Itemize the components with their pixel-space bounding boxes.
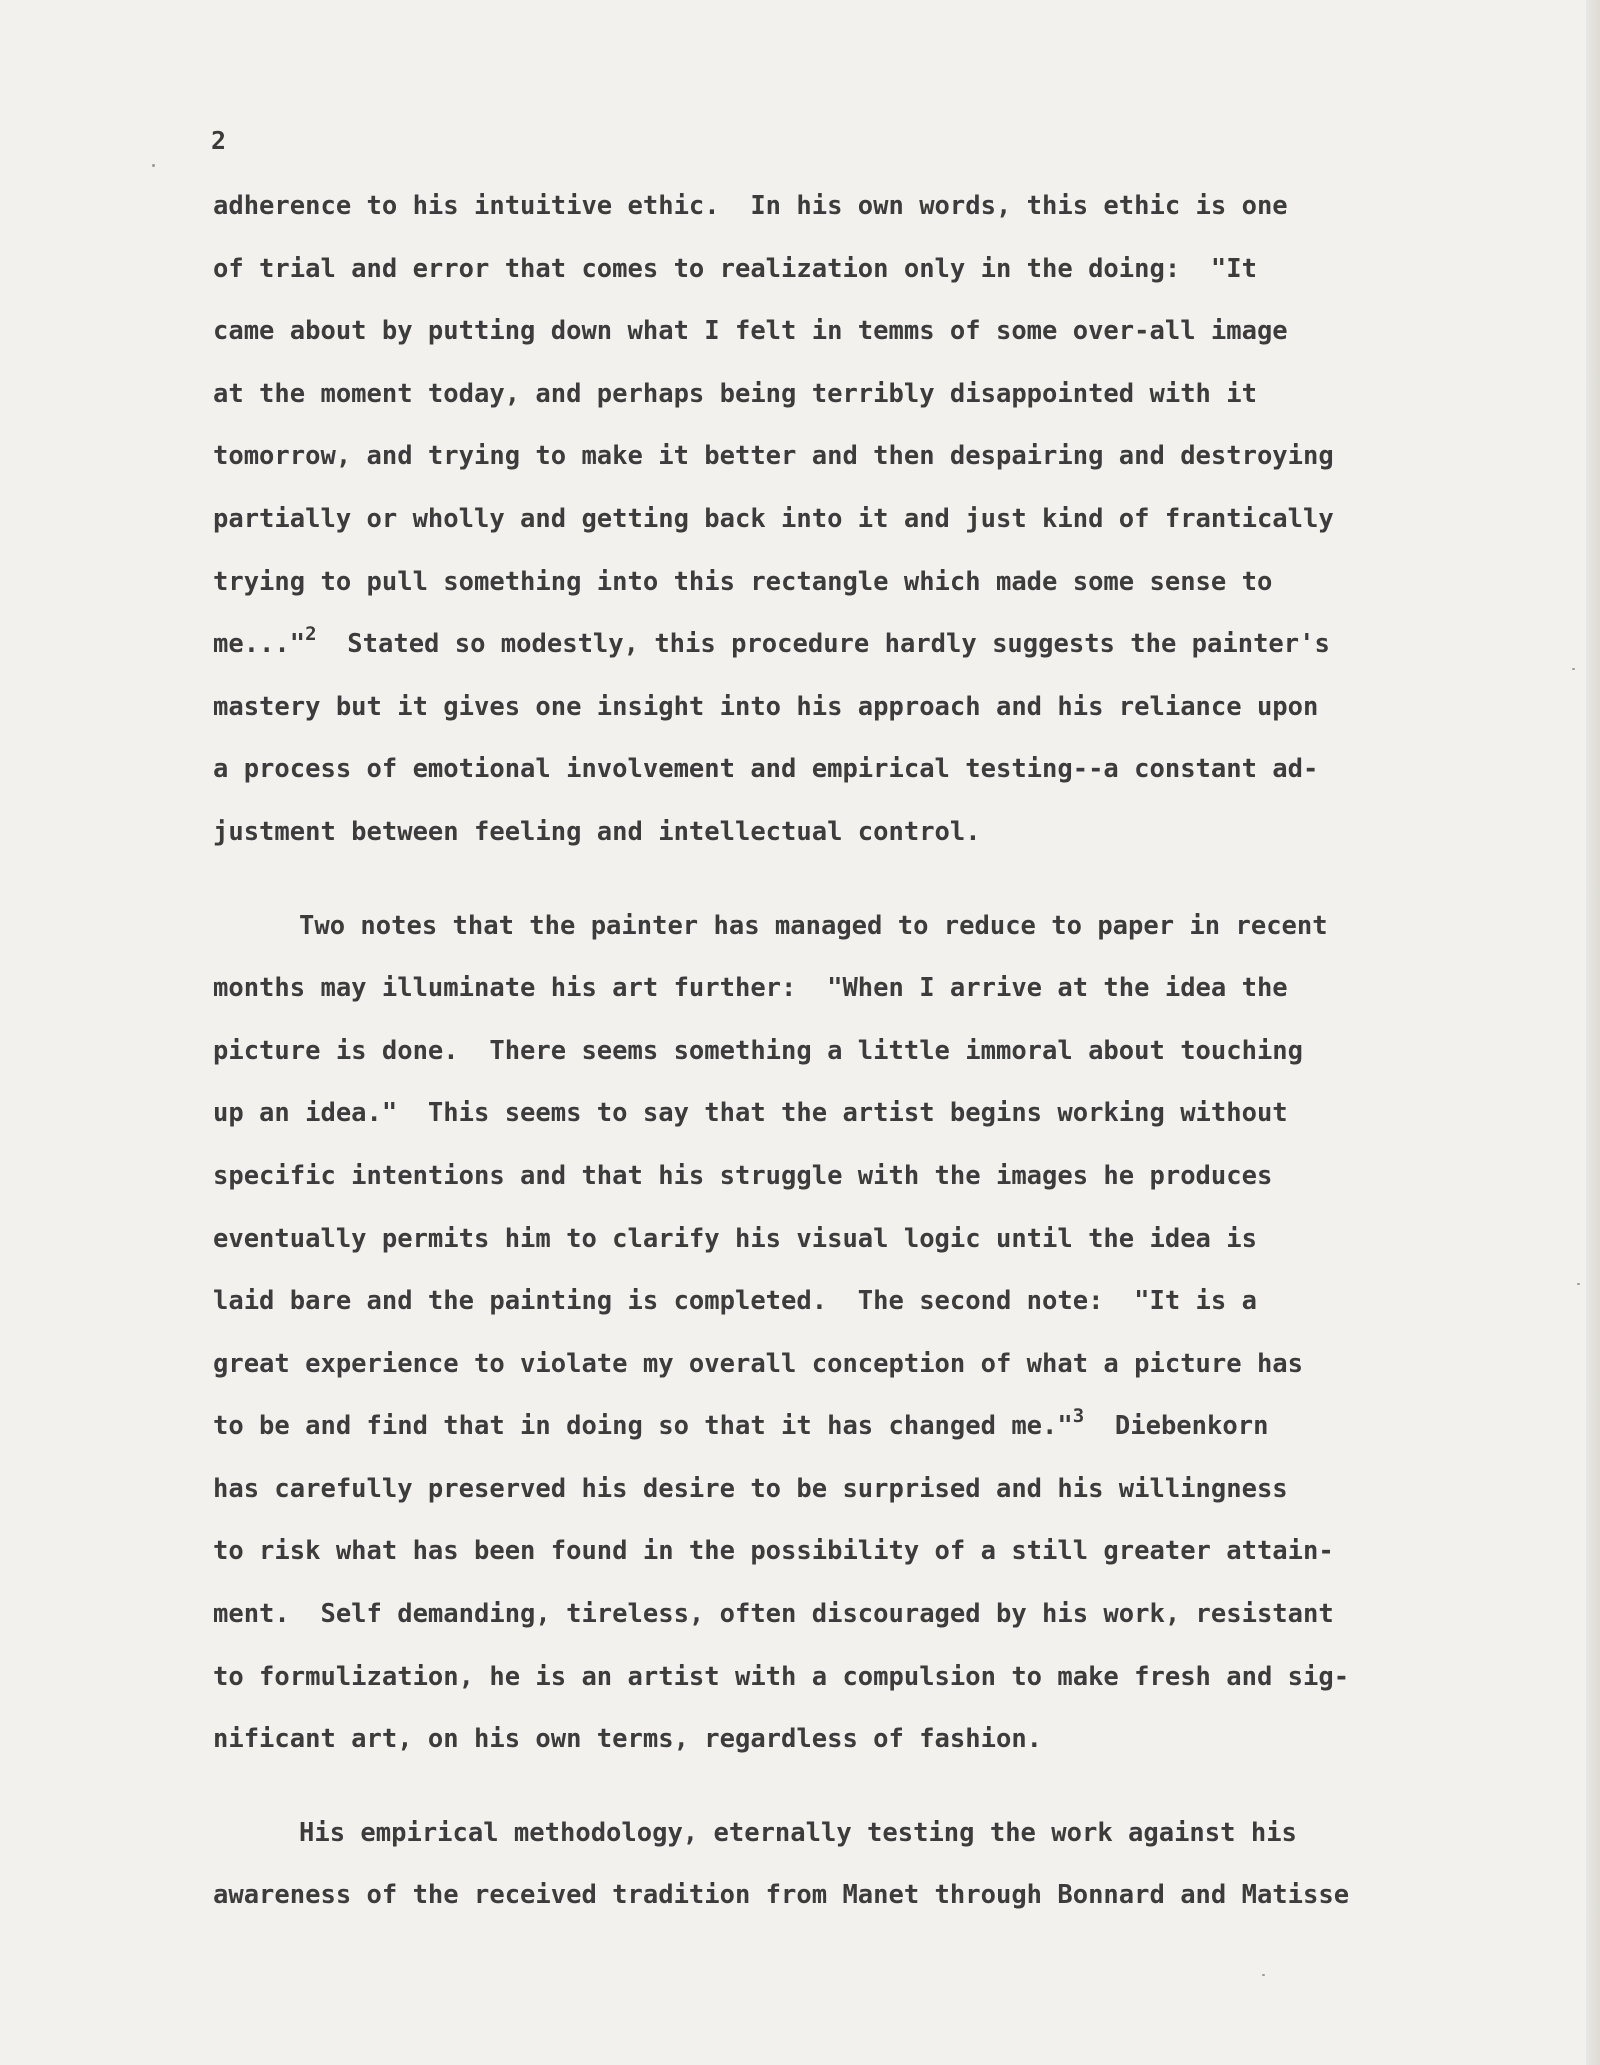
text-line	[213, 425, 1503, 488]
text-line	[213, 175, 1503, 238]
line-text: adherence to his intuitive ethic. In his own words, this ethic is one	[213, 191, 1288, 221]
page-number: 2	[211, 126, 227, 155]
line-text: mastery but it gives one insight into his approach and his reliance upon	[213, 691, 1319, 722]
line-text: months may illuminate his art further: "When I arrive at the idea the	[213, 973, 1288, 1004]
paragraph	[213, 1802, 1503, 1927]
line-text: came about by putting down what I felt in temms of some over-all image	[213, 316, 1288, 347]
line-text: me..."	[213, 629, 306, 660]
text-line	[213, 957, 1503, 1020]
text-line	[213, 613, 1503, 676]
footnote-marker: 3	[1072, 1405, 1085, 1428]
line-text: ment. Self demanding, tireless, often discouraged by his work, resistant	[213, 1599, 1334, 1630]
line-text: up an idea." This seems to say that the artist begins working without	[213, 1098, 1288, 1129]
text-line	[213, 1270, 1503, 1333]
text-line	[213, 1583, 1503, 1646]
line-text-after-footnote: Stated so modestly, this procedure hardly suggests the painter's	[316, 629, 1330, 660]
line-text: at the moment today, and perhaps being terribly disappointed with it	[213, 378, 1257, 409]
line-text: Two notes that the painter has managed to reduce to paper in recent	[299, 910, 1328, 941]
paper-speck	[1262, 1974, 1265, 1976]
text-line	[213, 676, 1503, 739]
line-text: tomorrow, and trying to make it better and then despairing and destroying	[213, 441, 1334, 472]
text-line	[213, 1708, 1503, 1771]
text-line	[213, 363, 1503, 426]
paper-speck	[1572, 668, 1575, 670]
paragraph-gap	[213, 864, 1503, 895]
text-line	[213, 1802, 1503, 1865]
text-line	[213, 1395, 1503, 1458]
line-text: partially or wholly and getting back into it and just kind of frantically	[213, 503, 1334, 534]
line-text: trying to pull something into this rectangle which made some sense to	[213, 566, 1273, 597]
line-text: picture is done. There seems something a little immoral about touching	[213, 1035, 1304, 1066]
text-line	[213, 1864, 1503, 1927]
text-line	[213, 1458, 1503, 1521]
text-line	[213, 300, 1503, 363]
text-line	[213, 895, 1503, 958]
line-text: great experience to violate my overall conception of what a picture has	[213, 1348, 1304, 1379]
page-edge	[1586, 0, 1600, 2065]
text-line	[213, 1646, 1503, 1709]
line-text: His empirical methodology, eternally testing the work against his	[299, 1817, 1297, 1848]
line-text: specific intentions and that his struggle with the images he produces	[213, 1160, 1273, 1191]
line-text: of trial and error that comes to realization only in the doing: "It	[213, 253, 1257, 284]
footnote-marker: 2	[305, 623, 317, 646]
line-text: to risk what has been found in the possibility of a still greater attain-	[213, 1536, 1334, 1567]
paragraph-gap	[213, 1771, 1503, 1802]
text-line	[213, 801, 1503, 864]
line-text: to be and find that in doing so that it has changed me."	[213, 1411, 1073, 1442]
line-text-after-footnote: Diebenkorn	[1084, 1411, 1269, 1442]
text-line	[213, 1020, 1503, 1083]
body-text	[213, 175, 1503, 1927]
line-text: justment between feeling and intellectual control.	[213, 816, 981, 847]
text-line	[213, 1333, 1503, 1396]
text-line	[213, 238, 1503, 301]
line-text: has carefully preserved his desire to be surprised and his willingness	[213, 1473, 1288, 1504]
line-text: nificant art, on his own terms, regardless of fashion.	[213, 1724, 1043, 1755]
line-text: eventually permits him to clarify his visual logic until the idea is	[213, 1223, 1257, 1254]
text-line	[213, 488, 1503, 551]
text-line	[213, 1208, 1503, 1271]
paper-speck	[1577, 1283, 1580, 1285]
paper-speck	[152, 164, 155, 167]
line-text: laid bare and the painting is completed. The second note: "It is a	[213, 1286, 1257, 1317]
text-line	[213, 551, 1503, 614]
text-line	[213, 1520, 1503, 1583]
text-line	[213, 738, 1503, 801]
line-text: to formulization, he is an artist with a compulsion to make fresh and sig-	[213, 1661, 1350, 1692]
paragraph	[213, 895, 1503, 1771]
paragraph	[213, 175, 1503, 864]
text-line	[213, 1145, 1503, 1208]
text-line	[213, 1082, 1503, 1145]
line-text: a process of emotional involvement and empirical testing--a constant ad-	[213, 754, 1319, 785]
line-text: awareness of the received tradition from Manet through Bonnard and Matisse	[213, 1880, 1350, 1911]
